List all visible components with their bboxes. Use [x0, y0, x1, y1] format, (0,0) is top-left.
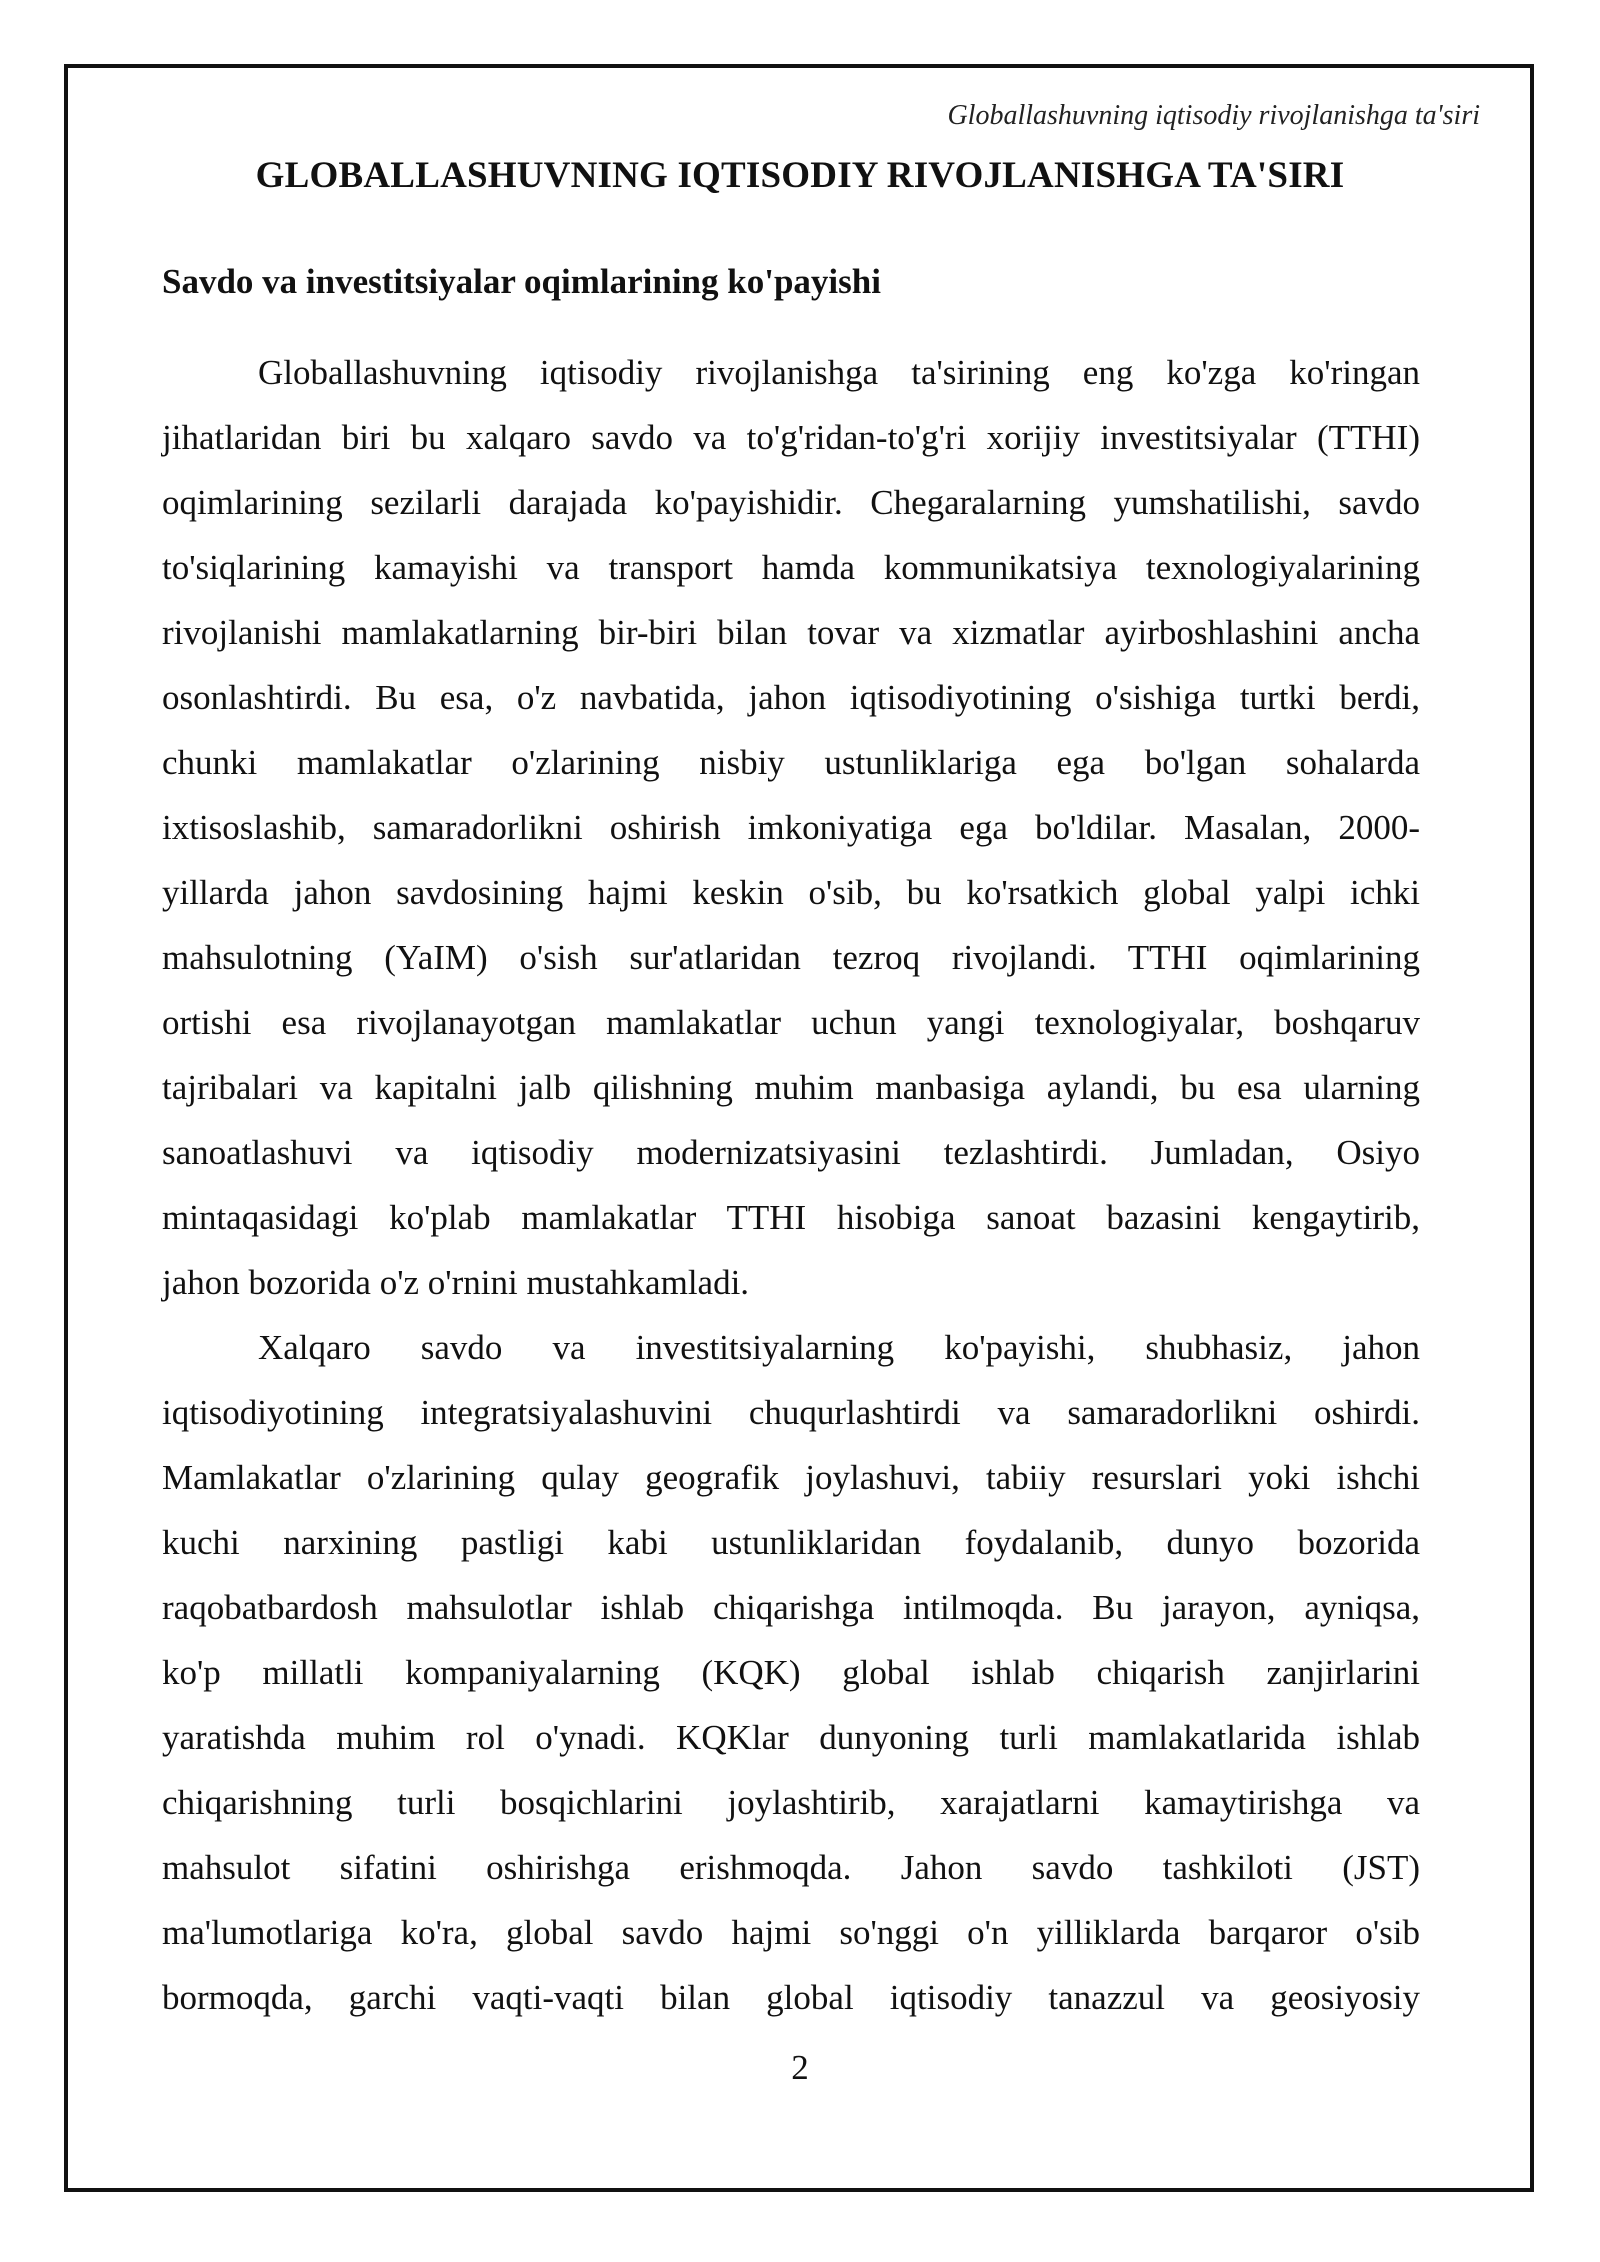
section-heading: Savdo va investitsiyalar oqimlarining ko'payishi — [162, 262, 881, 301]
text-line: Globallashuvning iqtisodiy rivojlanishga ta'sirining eng ko'zga ko'ringan — [258, 353, 1420, 392]
text-line: osonlashtirdi. Bu esa, o'z navbatida, jahon iqtisodiyotining o'sishiga turtki berdi, — [162, 678, 1420, 717]
text-line: Mamlakatlar o'zlarining qulay geografik joylashuvi, tabiiy resurslari yoki ishchi — [162, 1458, 1420, 1497]
text-line: to'siqlarining kamayishi va transport hamda kommunikatsiya texnologiyalarining — [162, 548, 1420, 587]
text-line: ixtisoslashib, samaradorlikni oshirish imkoniyatiga ega bo'ldilar. Masalan, 2000- — [162, 808, 1420, 847]
text-line: rivojlanishi mamlakatlarning bir-biri bilan tovar va xizmatlar ayirboshlashini ancha — [162, 613, 1420, 652]
paragraph-2 — [162, 1315, 1420, 2030]
text-line: mahsulotning (YaIM) o'sish sur'atlaridan tezroq rivojlandi. TTHI oqimlarining — [162, 938, 1420, 977]
text-line: iqtisodiyotining integratsiyalashuvini chuqurlashtirdi va samaradorlikni oshirdi. — [162, 1393, 1420, 1432]
text-line: mahsulot sifatini oshirishga erishmoqda. Jahon savdo tashkiloti (JST) — [162, 1848, 1420, 1887]
text-line: jihatlaridan biri bu xalqaro savdo va to'g'ridan-to'g'ri xorijiy investitsiyalar (TTHI) — [162, 418, 1420, 457]
text-line: raqobatbardosh mahsulotlar ishlab chiqarishga intilmoqda. Bu jarayon, ayniqsa, — [162, 1588, 1420, 1627]
paragraph-1 — [162, 340, 1420, 1315]
text-line: mintaqasidagi ko'plab mamlakatlar TTHI hisobiga sanoat bazasini kengaytirib, — [162, 1198, 1420, 1237]
text-line: chunki mamlakatlar o'zlarining nisbiy ustunliklariga ega bo'lgan sohalarda — [162, 743, 1420, 782]
text-line: jahon bozorida o'z o'rnini mustahkamladi. — [162, 1263, 750, 1302]
text-line: ortishi esa rivojlanayotgan mamlakatlar uchun yangi texnologiyalar, boshqaruv — [162, 1003, 1420, 1042]
document-title: GLOBALLASHUVNING IQTISODIY RIVOJLANISHGA TA'SIRI — [255, 155, 1345, 196]
text-line: tajribalari va kapitalni jalb qilishning muhim manbasiga aylandi, bu esa ularning — [162, 1068, 1420, 1107]
running-header: Globallashuvning iqtisodiy rivojlanishga ta'siri — [947, 100, 1480, 131]
text-line: ma'lumotlariga ko'ra, global savdo hajmi so'nggi o'n yilliklarda barqaror o'sib — [162, 1913, 1420, 1952]
text-line: ko'p millatli kompaniyalarning (KQK) global ishlab chiqarish zanjirlarini — [162, 1653, 1420, 1692]
text-line: bormoqda, garchi vaqti-vaqti bilan global iqtisodiy tanazzul va geosiyosiy — [162, 1978, 1420, 2017]
text-line: oqimlarining sezilarli darajada ko'payishidir. Chegaralarning yumshatilishi, savdo — [162, 483, 1420, 522]
text-line: sanoatlashuvi va iqtisodiy modernizatsiyasini tezlashtirdi. Jumladan, Osiyo — [162, 1133, 1420, 1172]
text-line: kuchi narxining pastligi kabi ustunliklaridan foydalanib, dunyo bozorida — [162, 1523, 1420, 1562]
text-line: yillarda jahon savdosining hajmi keskin o'sib, bu ko'rsatkich global yalpi ichki — [162, 873, 1420, 912]
page-number: 2 — [791, 2048, 809, 2087]
text-line: yaratishda muhim rol o'ynadi. KQKlar dunyoning turli mamlakatlarida ishlab — [162, 1718, 1420, 1757]
text-line: chiqarishning turli bosqichlarini joylashtirib, xarajatlarni kamaytirishga va — [162, 1783, 1420, 1822]
text-line: Xalqaro savdo va investitsiyalarning ko'payishi, shubhasiz, jahon — [258, 1328, 1420, 1367]
body-text — [162, 340, 1420, 2030]
